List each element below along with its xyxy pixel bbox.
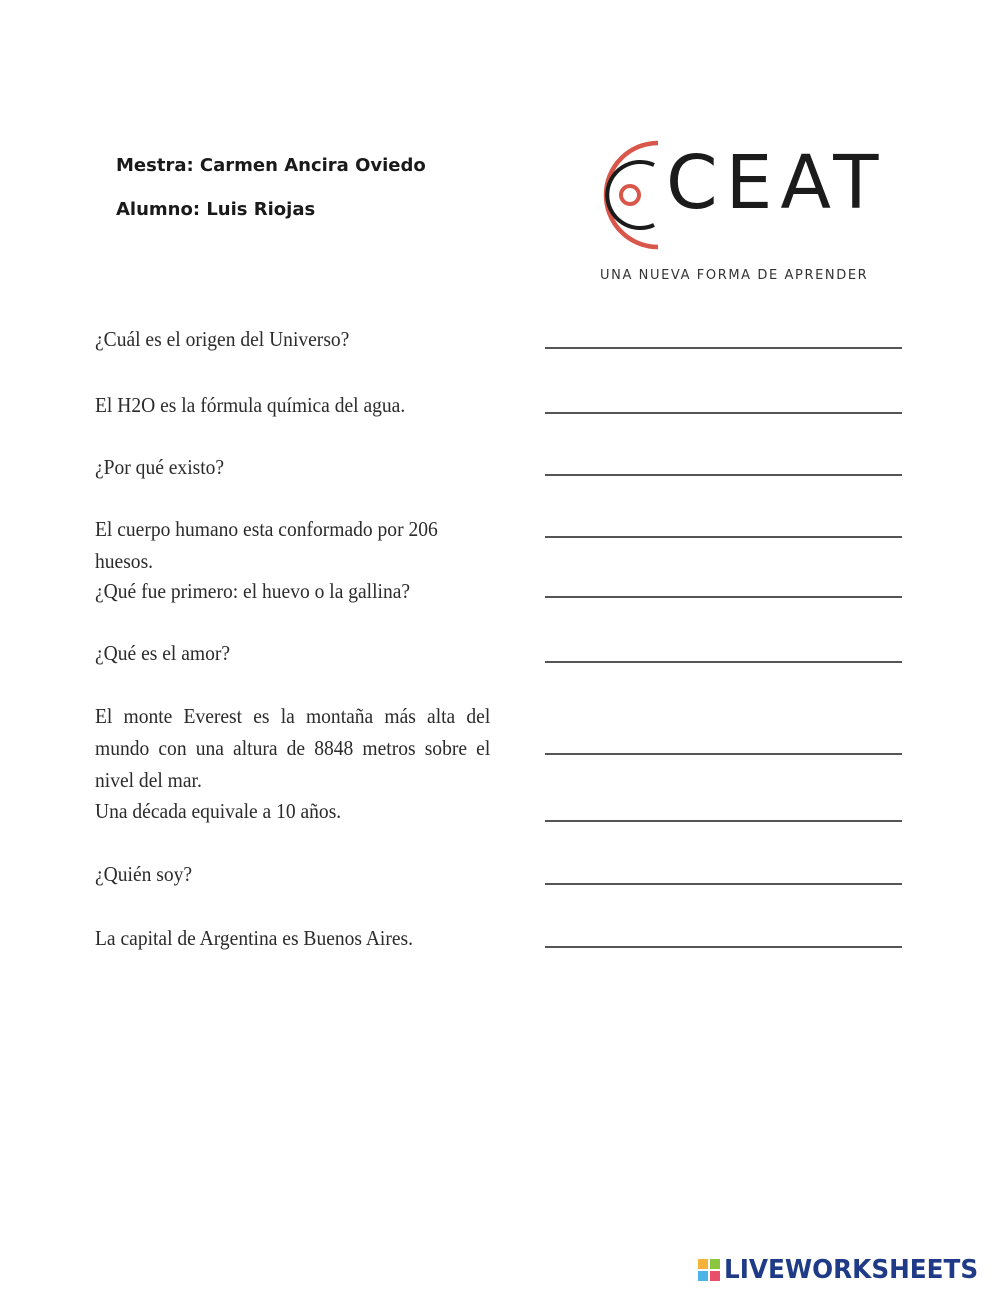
question-text: El H2O es la fórmula química del agua.	[95, 393, 406, 417]
answer-blank[interactable]	[545, 596, 902, 598]
logo-tagline: UNA NUEVA FORMA DE APRENDER	[600, 268, 869, 283]
answer-blank[interactable]	[545, 753, 902, 755]
answer-blank[interactable]	[545, 536, 902, 538]
ceat-logo	[580, 130, 887, 290]
question-text: Una década equivale a 10 años.	[95, 799, 342, 823]
answer-blank[interactable]	[545, 883, 902, 885]
liveworksheets-brand[interactable]	[698, 1253, 998, 1287]
question-text: ¿Cuál es el origen del Universo?	[95, 327, 350, 351]
answer-blank[interactable]	[545, 661, 902, 663]
question-text: ¿Por qué existo?	[95, 455, 225, 479]
brand-wordmark: LIVEWORKSHEETS	[724, 1255, 979, 1285]
question-text: ¿Quién soy?	[95, 862, 193, 886]
question-text: ¿Qué fue primero: el huevo o la gallina?	[95, 579, 411, 603]
answer-blank[interactable]	[545, 946, 902, 948]
logo-wordmark: CEAT	[666, 140, 887, 226]
answer-blank[interactable]	[545, 412, 902, 414]
teacher-name: Mestra: Carmen Ancira Oviedo	[116, 155, 426, 176]
question-text: El monte Everest es la montaña más alta del mundo con una altura de 8848 metros sobre el nivel del mar.	[95, 704, 491, 792]
answer-blank[interactable]	[545, 347, 902, 349]
question-text: El cuerpo humano esta conformado por 206 huesos.	[95, 517, 438, 573]
answer-blank[interactable]	[545, 820, 902, 822]
question-text: La capital de Argentina es Buenos Aires.	[95, 926, 414, 950]
question-text: ¿Qué es el amor?	[95, 641, 231, 665]
answer-blank[interactable]	[545, 474, 902, 476]
student-name: Alumno: Luis Riojas	[116, 199, 316, 220]
liveworksheets-blocks-icon	[698, 1259, 720, 1281]
